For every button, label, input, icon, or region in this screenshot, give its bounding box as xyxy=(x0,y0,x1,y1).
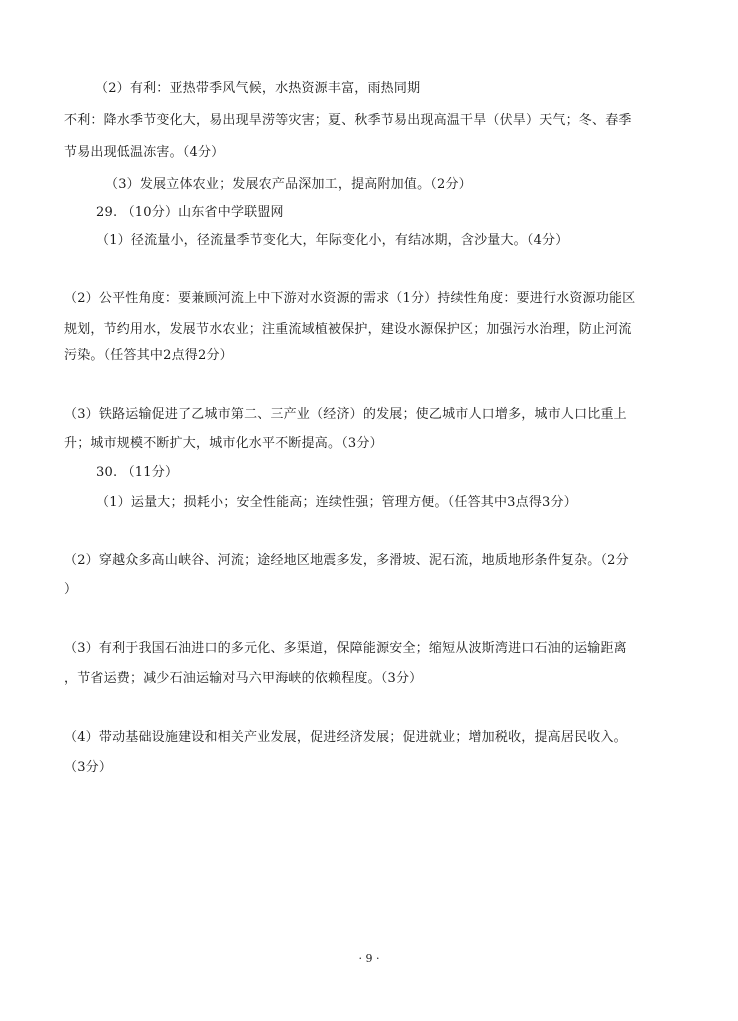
answer-30-4-cont: （3分） xyxy=(64,760,113,775)
answer-28-2-unfavorable: 不利：降水季节变化大，易出现旱涝等灾害；夏、秋季节易出现高温干旱（伏旱）天气；冬、春季 xyxy=(64,113,632,128)
answer-29-1: （1）径流量小，径流量季节变化大，年际变化小，有结冰期，含沙量大。（4分） xyxy=(96,233,569,248)
answer-28-3: （3）发展立体农业；发展农产品深加工，提高附加值。（2分） xyxy=(105,177,472,192)
answer-28-2-favorable: （2）有利：亚热带季风气候，水热资源丰富，雨热同期 xyxy=(95,81,421,96)
answer-30-3-cont: ，节省运费；减少石油运输对马六甲海峡的依赖程度。（3分） xyxy=(64,671,423,686)
answer-30-2: （2）穿越众多高山峡谷、河流；途经地区地震多发，多滑坡、泥石流，地质地形条件复杂。（2分 xyxy=(64,553,629,568)
answer-30-3: （3）有利于我国石油进口的多元化、多渠道，保障能源安全；缩短从波斯湾进口石油的运输距离 xyxy=(64,641,627,656)
answer-29-3: （3）铁路运输促进了乙城市第二、三产业（经济）的发展；使乙城市人口增多，城市人口比重上 xyxy=(64,407,627,422)
answer-30-4: （4）带动基础设施建设和相关产业发展，促进经济发展；促进就业；增加税收，提高居民收入。 xyxy=(64,730,627,745)
answer-29-2-cont: 规划，节约用水，发展节水农业；注重流域植被保护，建设水源保护区；加强污水治理，防止河流 xyxy=(64,322,632,337)
answer-28-2-unfavorable-cont: 节易出现低温冻害。（4分） xyxy=(64,145,225,160)
question-29-heading: 29. （10分）山东省中学联盟网 xyxy=(96,205,284,220)
page-number: · 9 · xyxy=(358,952,380,965)
answer-29-2-note: 污染。（任答其中2点得2分） xyxy=(64,348,233,363)
answer-30-2-cont: ） xyxy=(64,582,78,597)
answer-29-3-cont: 升；城市规模不断扩大，城市化水平不断提高。（3分） xyxy=(64,436,383,451)
answer-30-1: （1）运量大；损耗小；安全性能高；连续性强；管理方便。（任答其中3点得3分） xyxy=(96,495,577,510)
question-30-heading: 30. （11分） xyxy=(96,465,179,480)
answer-29-2: （2）公平性角度：要兼顾河流上中下游对水资源的需求（1分）持续性角度：要进行水资源功能区 xyxy=(64,291,636,306)
